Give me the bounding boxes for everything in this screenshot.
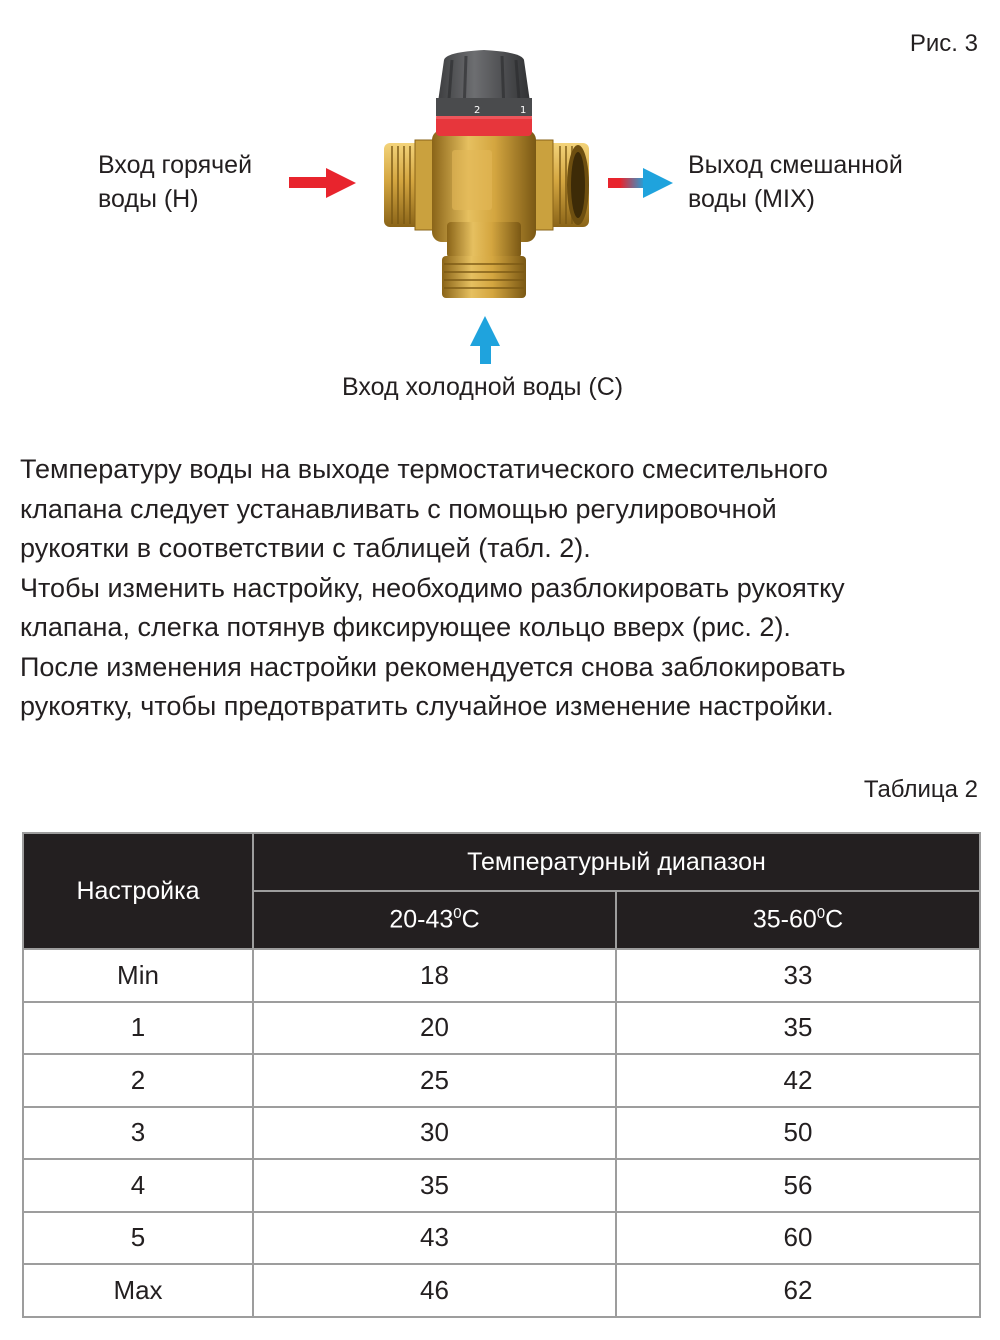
mixing-valve-image [384, 50, 589, 298]
table-row [23, 1264, 980, 1317]
dial-mark-1: 1 [520, 105, 527, 116]
range1-cell: 18 [253, 949, 616, 1002]
header-range-20-43 [253, 891, 616, 949]
paragraph-line: Температуру воды на выходе термостатического смесительного [20, 454, 828, 484]
cold-inlet-label: Вход холодной воды (С) [342, 373, 624, 401]
header-setting: Настройка [23, 833, 253, 949]
table-row [23, 949, 980, 1002]
dial-mark-2: 2 [474, 105, 481, 116]
setting-cell: 5 [23, 1212, 253, 1265]
range2-cell: 56 [616, 1159, 980, 1212]
range1-value: 20-43 [389, 905, 454, 934]
paragraph-line: рукоятки в соответствии с таблицей (табл. 2). [20, 533, 591, 563]
paragraph-line: рукоятку, чтобы предотвратить случайное изменение настройки. [20, 691, 834, 721]
range2-cell: 50 [616, 1107, 980, 1160]
range2-cell: 35 [616, 1002, 980, 1055]
range2-unit: C [825, 905, 844, 934]
instructions-paragraph [20, 450, 985, 727]
paragraph-line: клапана, слегка потянув фиксирующее кольцо вверх (рис. 2). [20, 612, 791, 642]
range1-cell: 30 [253, 1107, 616, 1160]
header-range-35-60 [616, 891, 980, 949]
range2-cell: 33 [616, 949, 980, 1002]
paragraph-line: Чтобы изменить настройку, необходимо разблокировать рукоятку [20, 572, 845, 603]
setting-cell: Max [23, 1264, 253, 1317]
range1-cell: 46 [253, 1264, 616, 1317]
header-temperature-range: Температурный диапазон [253, 833, 980, 891]
range2-cell: 62 [616, 1264, 980, 1317]
hot-inlet-arrow-icon [289, 168, 356, 198]
mix-outlet-label-line2: воды (MIX) [688, 185, 815, 213]
hot-inlet-label-line2: воды (H) [98, 185, 199, 213]
range2-degree: 0 [816, 905, 826, 923]
range2-cell: 60 [616, 1212, 980, 1265]
mix-outlet-arrow-icon [608, 168, 673, 198]
table-row [23, 1159, 980, 1212]
range1-cell: 43 [253, 1212, 616, 1265]
range1-cell: 20 [253, 1002, 616, 1055]
table-row [23, 1054, 980, 1107]
table-row [23, 1212, 980, 1265]
setting-cell: 1 [23, 1002, 253, 1055]
range1-degree: 0 [453, 905, 462, 923]
range1-cell: 25 [253, 1054, 616, 1107]
figure-label: Рис. 3 [909, 30, 978, 57]
mix-outlet-label [688, 148, 903, 216]
paragraph-line: клапана следует устанавливать с помощью регулировочной [20, 493, 777, 524]
cold-inlet-arrow-icon [470, 316, 500, 364]
range1-cell: 35 [253, 1159, 616, 1212]
range2-cell: 42 [616, 1054, 980, 1107]
mix-outlet-label-line1: Выход смешанной [688, 151, 903, 179]
setting-cell: 4 [23, 1159, 253, 1212]
settings-table [22, 832, 981, 1318]
hot-inlet-label [98, 148, 252, 216]
table-row [23, 1107, 980, 1160]
setting-cell: 2 [23, 1054, 253, 1107]
setting-cell: Min [23, 949, 253, 1002]
range2-value: 35-60 [752, 905, 817, 934]
setting-cell: 3 [23, 1107, 253, 1160]
range1-unit: C [461, 905, 480, 934]
table-caption: Таблица 2 [863, 776, 978, 803]
table-row [23, 1002, 980, 1055]
paragraph-line: После изменения настройки рекомендуется снова заблокировать [20, 651, 846, 682]
hot-inlet-label-line1: Вход горячей [98, 151, 253, 179]
